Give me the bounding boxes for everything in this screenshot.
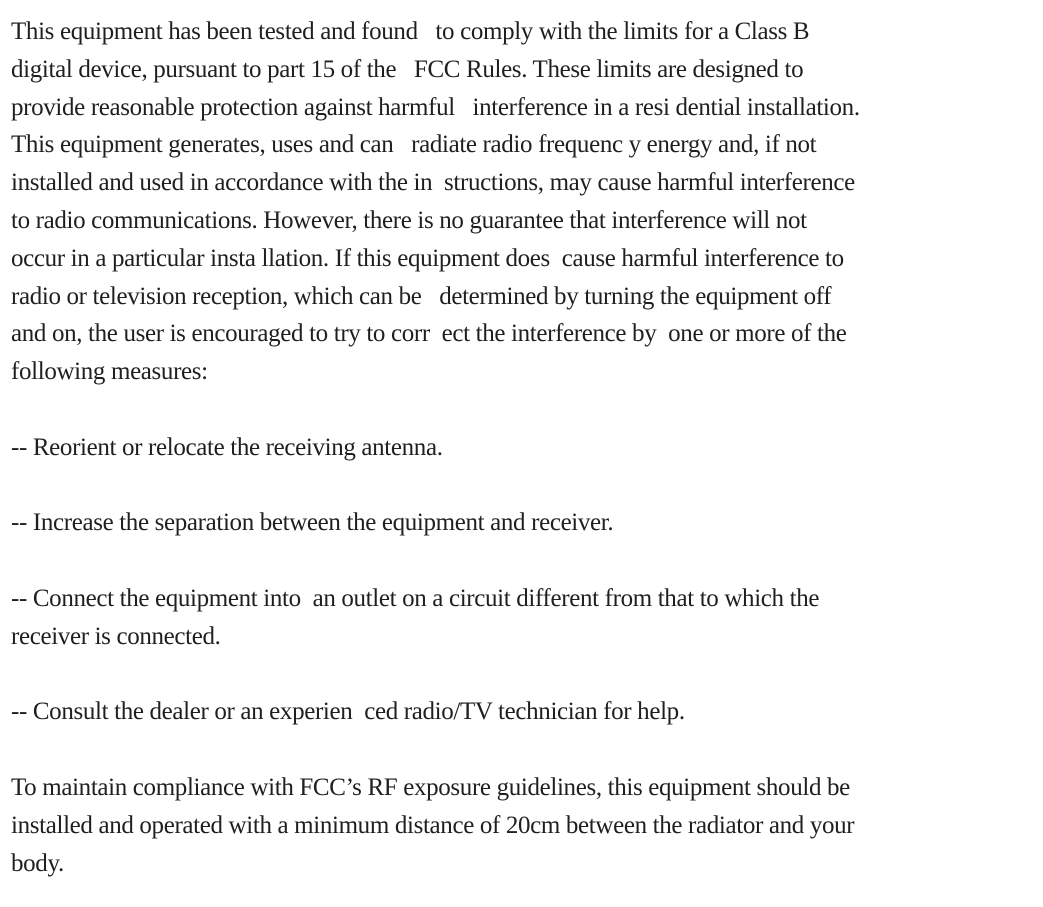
measure-item: [11, 693, 1041, 731]
text-line: digital device, pursuant to part 15 of the FCC Rules. These limits are designed to: [11, 55, 804, 83]
text-line: and on, the user is encouraged to try to corr ect the interference by one or more of the: [11, 320, 847, 348]
text-line: -- Increase the separation between the equipment and receiver.: [11, 509, 614, 537]
text-line: provide reasonable protection against harmful interference in a resi dential installation.: [11, 93, 860, 121]
text-line: installed and operated with a minimum distance of 20cm between the radiator and your: [11, 811, 855, 839]
text-line: -- Consult the dealer or an experien ced radio/TV technician for help.: [11, 698, 685, 726]
text-line: -- Reorient or relocate the receiving antenna.: [11, 433, 443, 461]
text-line: This equipment generates, uses and can radiate radio frequenc y energy and, if not: [11, 131, 817, 159]
paragraph-gap: [11, 656, 1041, 694]
paragraph-gap: [11, 542, 1041, 580]
text-line: receiver is connected.: [11, 622, 221, 650]
measure-item: [11, 580, 1041, 656]
text-line: to radio communications. However, there is no guarantee that interference will not: [11, 206, 807, 234]
text-line: This equipment has been tested and found to comply with the limits for a Class B: [11, 18, 810, 45]
fcc-compliance-notice: [11, 13, 1041, 882]
text-line: body.: [11, 849, 64, 877]
text-line: radio or television reception, which can be determined by turning the equipment off: [11, 282, 832, 310]
measure-item: [11, 429, 1041, 467]
measure-item: [11, 504, 1041, 542]
paragraph-gap: [11, 731, 1041, 769]
paragraph-gap: [11, 467, 1041, 505]
paragraph-gap: [11, 391, 1041, 429]
text-line: -- Connect the equipment into an outlet on a circuit different from that to which the: [11, 584, 820, 612]
text-line: occur in a particular insta llation. If this equipment does cause harmful interference to: [11, 244, 844, 272]
rf-exposure-paragraph: [11, 769, 1041, 882]
text-line: following measures:: [11, 358, 208, 386]
text-line: To maintain compliance with FCC’s RF exposure guidelines, this equipment should be: [11, 773, 850, 801]
fcc-interference-paragraph: [11, 13, 1041, 391]
text-line: installed and used in accordance with the in structions, may cause harmful interference: [11, 169, 855, 197]
